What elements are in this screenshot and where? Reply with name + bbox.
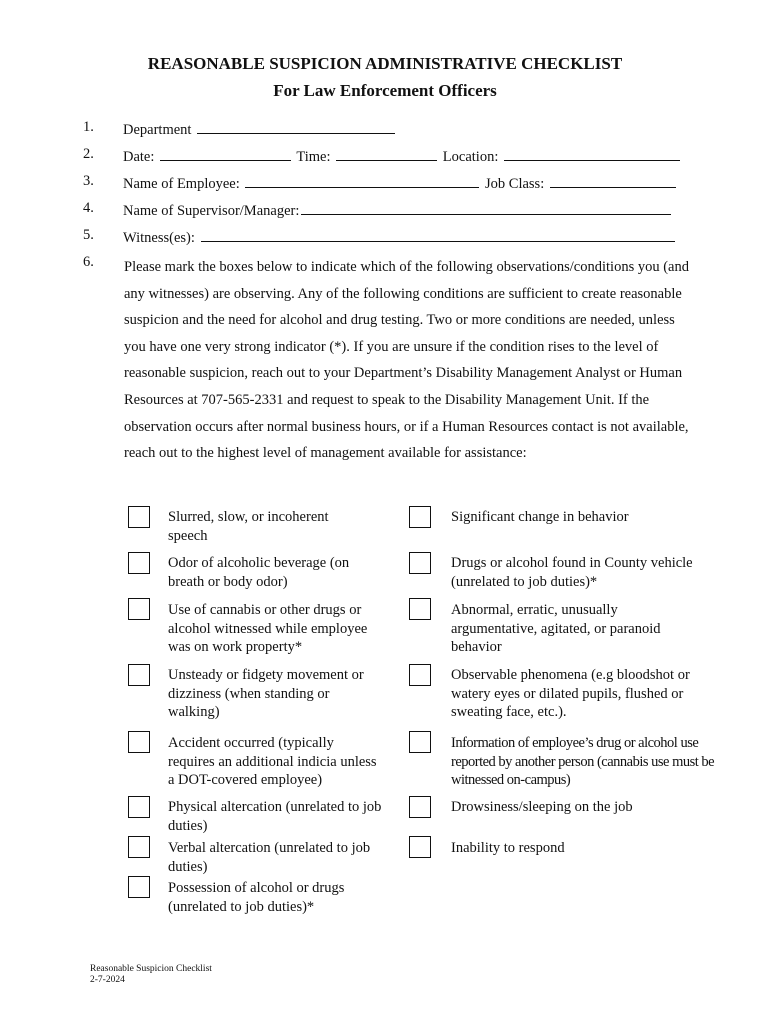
checklist-label: Drugs or alcohol found in County vehicle (unrelated to job duties)*: [451, 555, 693, 590]
jobclass-field[interactable]: [550, 173, 676, 188]
item-number: 3.: [83, 173, 94, 189]
time-label: Time:: [296, 149, 331, 165]
instructions-paragraph: Please mark the boxes below to indicate which of the following observations/conditions you (and any witnesses) are observing. Any of the following conditions are sufficient to create reasonable suspicion and the need for alcohol and drug testing. Two or more conditions are needed, unless you have one very strong indicator (*). If you are unsure if the condition rises to the level of reasonable suspicion, reach out to your Department’s Disability Management Analyst or Human Resources at 707-565-2331 and request to speak to the Disability Management Unit. If the observation occurs after normal business hours, or if a Human Resources contact is not available, reach out to the highest level of management available for assistance:: [124, 259, 689, 462]
location-field[interactable]: [504, 146, 680, 161]
jobclass-label: Job Class:: [485, 176, 545, 192]
witness-label: Witness(es):: [123, 230, 195, 246]
checkbox-accident[interactable]: [128, 731, 150, 753]
checklist-label: Observable phenomena (e.g bloodshot or watery eyes or dilated pupils, flushed or sweating face, etc.).: [451, 667, 690, 720]
checkbox-verbal-altercation[interactable]: [128, 836, 150, 858]
checklist-label: Drowsiness/sleeping on the job: [451, 799, 633, 815]
checkbox-unsteady-movement[interactable]: [128, 664, 150, 686]
checklist-label: Odor of alcoholic beverage (on breath or body odor): [168, 555, 350, 590]
checkbox-drowsiness[interactable]: [409, 796, 431, 818]
checkbox-observable-phenomena[interactable]: [409, 664, 431, 686]
date-label: Date:: [123, 149, 155, 165]
checkbox-odor-alcohol[interactable]: [128, 552, 150, 574]
employee-label: Name of Employee:: [123, 176, 240, 192]
time-field[interactable]: [336, 146, 437, 161]
item-number: 6.: [83, 254, 94, 270]
document-subtitle: For Law Enforcement Officers: [273, 81, 497, 100]
checklist-label: Verbal altercation (unrelated to job duties): [168, 840, 371, 875]
footer-document-name: Reasonable Suspicion Checklist: [90, 964, 212, 974]
item-number: 4.: [83, 200, 94, 216]
footer-date: 2-7-2024: [90, 975, 125, 985]
checkbox-county-vehicle[interactable]: [409, 552, 431, 574]
checklist-label: Accident occurred (typically requires an additional indicia unless a DOT-covered employee): [168, 735, 377, 788]
item-number: 5.: [83, 227, 94, 243]
checklist-label: Abnormal, erratic, unusually argumentative, agitated, or paranoid behavior: [451, 602, 661, 655]
checklist-label: Possession of alcohol or drugs (unrelated to job duties)*: [168, 880, 345, 915]
checkbox-inability-respond[interactable]: [409, 836, 431, 858]
checklist-label: Inability to respond: [451, 840, 565, 856]
date-field[interactable]: [160, 146, 291, 161]
supervisor-label: Name of Supervisor/Manager:: [123, 203, 300, 219]
checkbox-possession[interactable]: [128, 876, 150, 898]
checkbox-behavior-change[interactable]: [409, 506, 431, 528]
checklist-label: Information of employee’s drug or alcohol use reported by another person (cannabis use must be witnessed on-campus): [451, 735, 715, 788]
checkbox-use-witnessed[interactable]: [128, 598, 150, 620]
checkbox-reported-use[interactable]: [409, 731, 431, 753]
employee-field[interactable]: [245, 173, 479, 188]
document-title: REASONABLE SUSPICION ADMINISTRATIVE CHECKLIST: [147, 54, 623, 73]
footer: [90, 964, 212, 986]
checklist-label: Slurred, slow, or incoherent speech: [168, 509, 329, 544]
checklist-label: Physical altercation (unrelated to job duties): [168, 799, 382, 834]
department-field[interactable]: [197, 119, 395, 134]
supervisor-field[interactable]: [301, 200, 671, 215]
department-label: Department: [123, 122, 192, 138]
checklist-label: Use of cannabis or other drugs or alcohol witnessed while employee was on work property*: [168, 602, 368, 655]
checklist-label: Unsteady or fidgety movement or dizziness (when standing or walking): [168, 667, 364, 720]
item-number: 2.: [83, 146, 94, 162]
location-label: Location:: [442, 149, 499, 165]
checklist-label: Significant change in behavior: [451, 509, 629, 525]
checkbox-slurred-speech[interactable]: [128, 506, 150, 528]
checkbox-abnormal-behavior[interactable]: [409, 598, 431, 620]
checkbox-physical-altercation[interactable]: [128, 796, 150, 818]
item-number: 1.: [83, 119, 94, 135]
witness-field[interactable]: [201, 227, 675, 242]
